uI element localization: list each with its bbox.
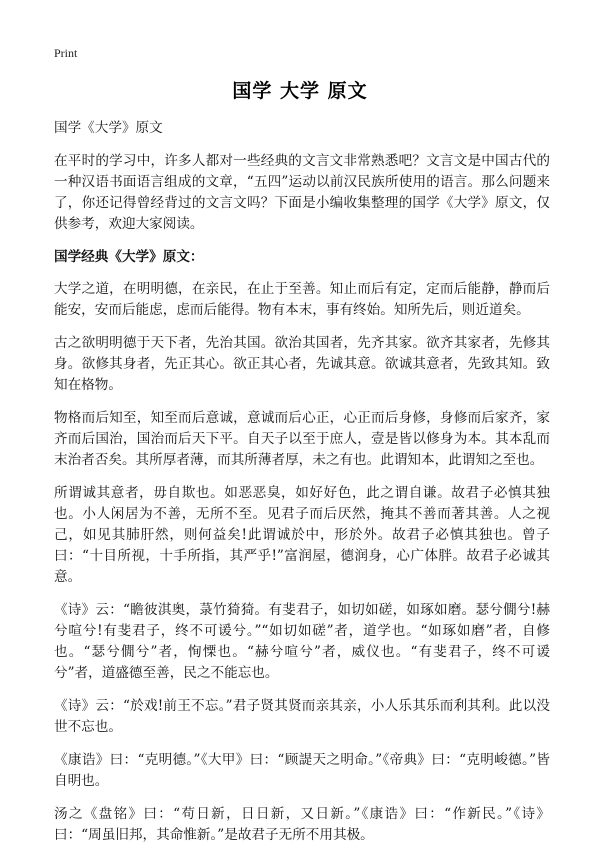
print-link[interactable]: Print (54, 46, 78, 60)
page-title: 国学 大学 原文 (232, 80, 368, 102)
text-paragraph: 古之欲明明德于天下者，先治其国。欲治其国者，先齐其家。欲齐其家者，先修其身。欲修其身者，先正其心。欲正其心者，先诚其意。欲诚其意者，先致其知。致知在格物。 (54, 335, 550, 393)
text-paragraph: 《诗》云：“瞻彼淇奥，菉竹猗猗。有斐君子，如切如磋，如琢如磨。瑟兮僩兮!赫兮喧兮!有斐君子，终不可谖兮。”“如切如磋”者，道学也。“如琢如磨”者，自修也。“瑟兮僩兮”者，恂慄也。“赫兮喧兮”者，威仪也。“有斐君子，终不可谖兮”者，道盛德至善，民之不能忘也。 (54, 602, 550, 681)
text-paragraph: 汤之《盘铭》曰：“苟日新，日日新，又日新。”《康诰》曰：“作新民。”《诗》曰：“周虽旧邦，其命惟新。”是故君子无所不用其极。 (54, 806, 550, 843)
text-paragraph: 《康诰》曰：“克明德。”《大甲》曰：“顾諟天之明命。”《帝典》曰：“克明峻德。”皆自明也。 (54, 752, 550, 789)
intro-paragraph: 在平时的学习中，许多人都对一些经典的文言文非常熟悉吧？文言文是中国古代的一种汉语书面语言组成的文章，“五四”运动以前汉民族所使用的语言。那么问题来了，你还记得曾经背过的文言文吗？下面是小编收集整理的国学《大学》原文，仅供参考，欢迎大家阅读。 (54, 153, 550, 232)
text-paragraph: 物格而后知至，知至而后意诚，意诚而后心正，心正而后身修，身修而后家齐，家齐而后国治，国治而后天下平。自天子以至于庶人，壹是皆以修身为本。其本乱而末治者否矣。其所厚者薄，而其所薄者厚，未之有也。此谓知本，此谓知之至也。 (54, 410, 550, 468)
article-subtitle: 国学《大学》原文 (54, 120, 163, 136)
article-body (54, 118, 550, 858)
section-heading: 国学经典《大学》原文： (54, 249, 204, 265)
text-paragraph: 大学之道，在明明德，在亲民，在止于至善。知止而后有定，定而后能静，静而后能安，安而后能虑，虑而后能得。物有本末，事有终始。知所先后，则近道矣。 (54, 281, 550, 318)
text-paragraph: 《诗》云：“於戏!前王不忘。”君子贤其贤而亲其亲，小人乐其乐而利其利。此以没世不忘也。 (54, 698, 550, 735)
text-paragraph: 所谓诚其意者，毋自欺也。如恶恶臭，如好好色，此之谓自谦。故君子必慎其独也。小人闲居为不善，无所不至。见君子而后厌然，掩其不善而著其善。人之视己，如见其肺肝然，则何益矣!此谓诚於中，形於外。故君子必慎其独也。曾子曰：“十目所视，十手所指，其严乎!”富润屋，德润身，心广体胖。故君子必诚其意。 (54, 485, 550, 585)
